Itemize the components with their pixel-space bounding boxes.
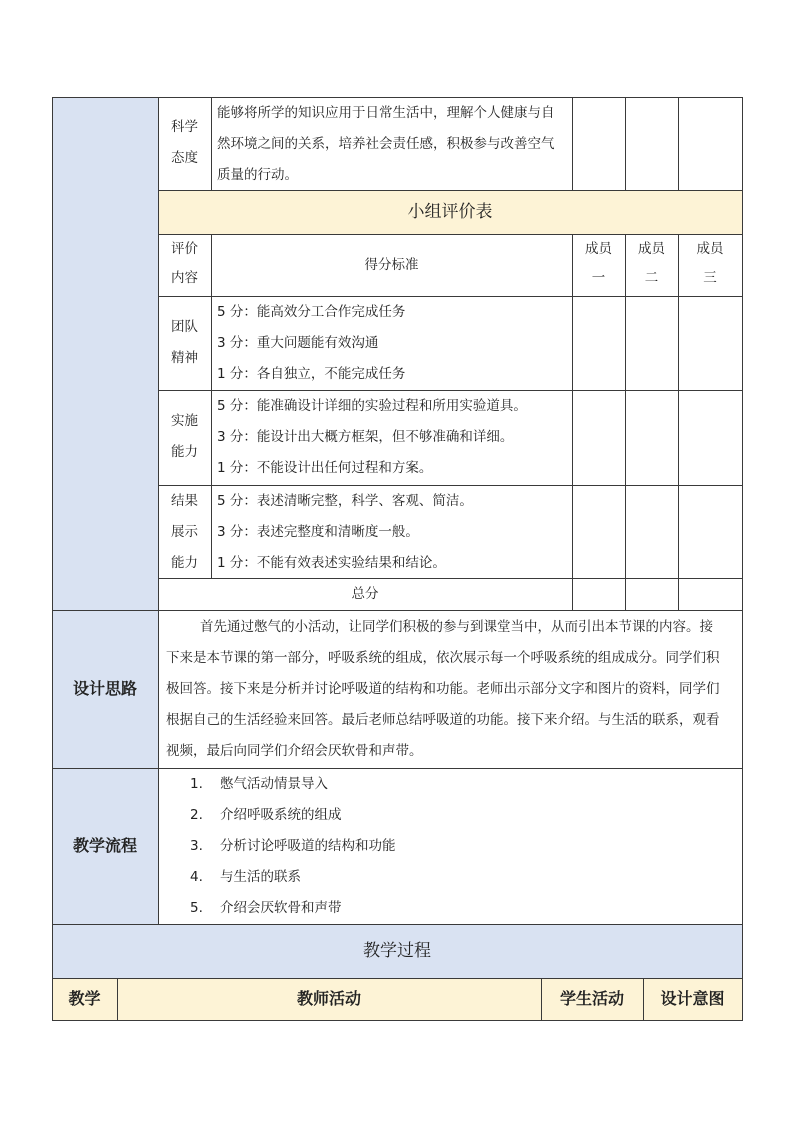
- criteria-line: 1 分：不能有效表述实验结果和结论。: [217, 555, 446, 571]
- criteria-line: 3 分：能设计出大概方框架，但不够准确和详细。: [217, 429, 514, 445]
- member-3-header-line1: 成员: [696, 241, 724, 257]
- member-2-header-line1: 成员: [638, 241, 665, 257]
- criteria-header: 得分标准: [364, 257, 419, 273]
- member-3-header-line2: 三: [703, 270, 717, 286]
- process-col-teacher: 教师活动: [296, 989, 361, 1008]
- eval-row-label-line2: 能力: [171, 444, 198, 460]
- science-attitude-label-line1: 科学: [171, 119, 198, 135]
- eval-row-label-line1: 团队: [171, 319, 198, 335]
- flow-item: [190, 800, 730, 831]
- science-attitude-line2: 然环境之间的关系，培养社会责任感，积极参与改善空气: [217, 136, 555, 152]
- design-line: 首先通过憋气的小活动，让同学们积极的参与到课堂当中，从而引出本节课的内容。接: [200, 619, 713, 635]
- flow-item: [190, 893, 730, 924]
- process-col-student: 学生活动: [559, 989, 624, 1008]
- eval-row-label: [158, 312, 211, 374]
- flow-item-number: 2.: [190, 807, 203, 823]
- eval-row-label-line1: 结果: [171, 493, 198, 509]
- eval-row-label: [158, 406, 211, 468]
- criteria-line: 5 分：表述清晰完整，科学、客观、简洁。: [217, 493, 473, 509]
- process-col-intent: 设计意图: [660, 989, 725, 1008]
- flow-item-number: 4.: [190, 869, 203, 885]
- eval-row-criteria: [217, 297, 571, 390]
- eval-item-header-line2: 内容: [171, 270, 198, 286]
- eval-row-label-line1: 实施: [171, 413, 198, 429]
- criteria-line: 3 分：表述完整度和清晰度一般。: [217, 524, 419, 540]
- eval-row-label-line3: 能力: [171, 555, 198, 571]
- flow-item-number: 3.: [190, 838, 203, 854]
- member-1-header-line2: 一: [591, 270, 606, 286]
- science-attitude-text: [217, 98, 571, 191]
- flow-item-number: 1.: [190, 776, 203, 792]
- flow-item-text: 憋气活动情景导入: [220, 776, 328, 792]
- flow-list: [190, 769, 730, 924]
- member-2-header: [625, 235, 678, 293]
- science-attitude-line1: 能够将所学的知识应用于日常生活中，理解个人健康与自: [217, 105, 555, 121]
- eval-row-label: [158, 486, 211, 579]
- criteria-line: 1 分：各自独立，不能完成任务: [217, 366, 406, 382]
- total-score-label: 总分: [351, 586, 379, 602]
- eval-row-label-line2: 展示: [171, 524, 198, 540]
- flow-item: [190, 831, 730, 862]
- flow-item-text: 介绍呼吸系统的组成: [220, 807, 342, 823]
- process-title: 教学过程: [363, 941, 431, 961]
- eval-row-label-line2: 精神: [171, 350, 198, 366]
- criteria-line: 3 分：重大问题能有效沟通: [217, 335, 379, 351]
- science-attitude-label-line2: 态度: [171, 150, 198, 166]
- flow-item-number: 5.: [190, 900, 203, 916]
- design-line: 极回答。接下来是分析并讨论呼吸道的结构和功能。老师出示部分文字和图片的资料，同学们: [166, 681, 720, 697]
- science-attitude-label: [158, 112, 211, 174]
- member-1-header: [572, 235, 625, 293]
- left-label-column-bg: [52, 97, 158, 610]
- flow-item-text: 与生活的联系: [220, 869, 301, 885]
- member-1-header-line1: 成员: [585, 241, 612, 257]
- design-line: 下来是本节课的第一部分，呼吸系统的组成，依次展示每一个呼吸系统的组成成分。同学们积: [166, 650, 720, 666]
- flow-item: [190, 862, 730, 893]
- flow-item: [190, 769, 730, 800]
- criteria-line: 1 分：不能设计出任何过程和方案。: [217, 460, 433, 476]
- group-eval-title: 小组评价表: [407, 202, 493, 222]
- member-3-header: [678, 235, 742, 293]
- process-col-stage: 教学: [68, 989, 101, 1008]
- flow-item-text: 分析讨论呼吸道的结构和功能: [220, 838, 396, 854]
- criteria-line: 5 分：能准确设计详细的实验过程和所用实验道具。: [217, 398, 527, 414]
- eval-row-criteria: [217, 391, 571, 484]
- design-line: 视频，最后向同学们介绍会厌软骨和声带。: [166, 743, 423, 759]
- design-label: 设计思路: [72, 679, 137, 698]
- criteria-line: 5 分：能高效分工合作完成任务: [217, 304, 406, 320]
- eval-item-header-line1: 评价: [171, 241, 198, 257]
- design-line: 根据自己的生活经验来回答。最后老师总结呼吸道的功能。接下来介绍。与生活的联系，观看: [166, 712, 720, 728]
- member-2-header-line2: 二: [644, 270, 659, 286]
- flow-label: 教学流程: [72, 836, 137, 855]
- eval-row-criteria: [217, 486, 571, 579]
- eval-item-header: [158, 235, 211, 293]
- design-text: [166, 612, 740, 767]
- science-attitude-line3: 质量的行动。: [217, 167, 298, 183]
- flow-item-text: 介绍会厌软骨和声带: [220, 900, 342, 916]
